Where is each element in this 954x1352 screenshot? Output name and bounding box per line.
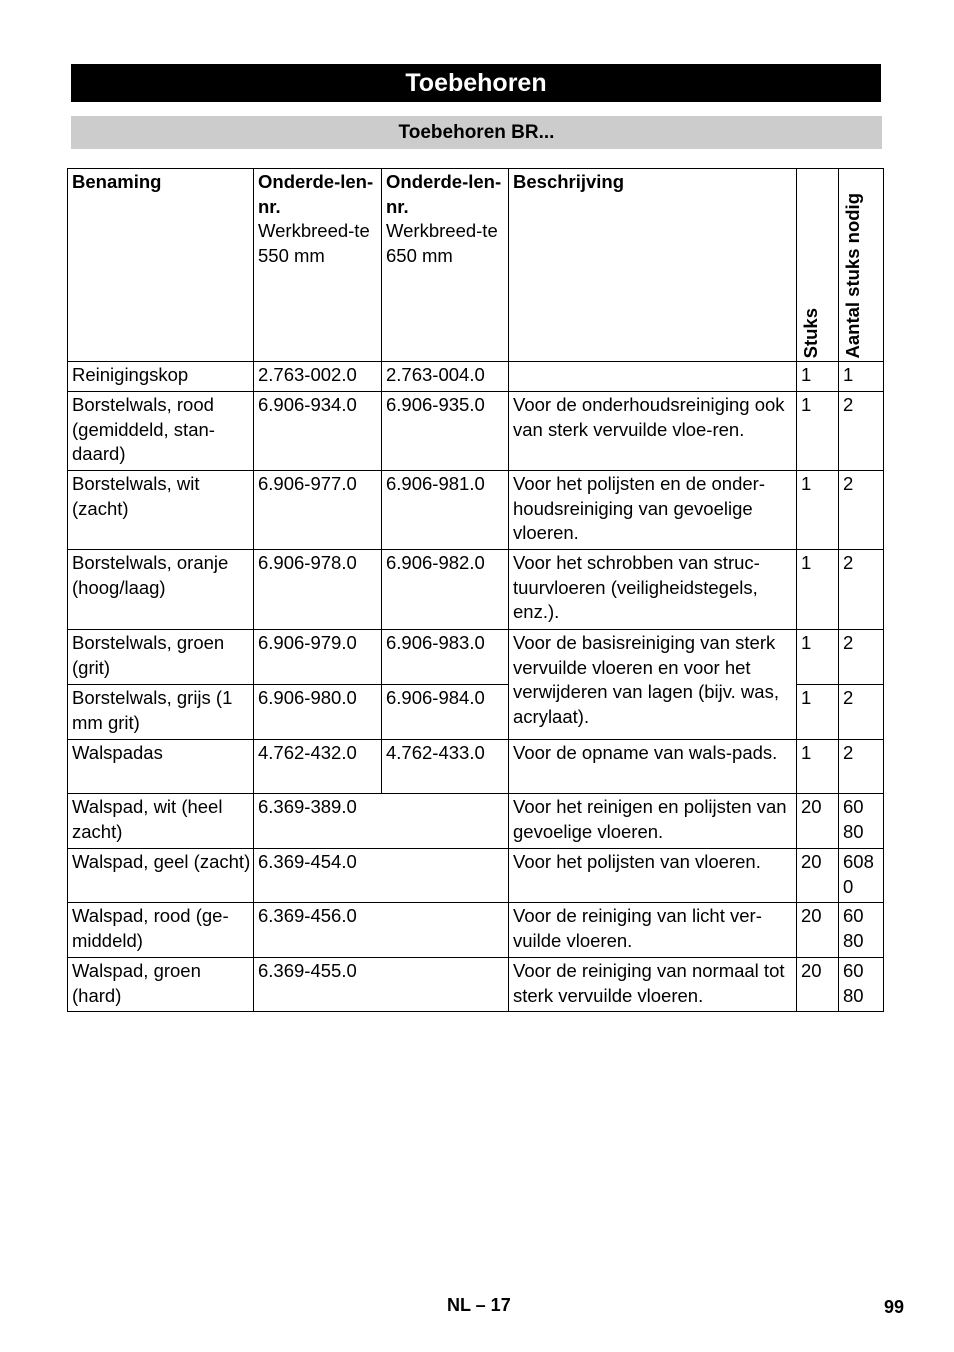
table-row — [68, 958, 884, 1012]
cell-needed: 2 — [839, 630, 884, 685]
cell-part-number: 6.369-389.0 — [254, 794, 509, 849]
cell-pieces: 1 — [797, 740, 839, 794]
cell-part-650: 6.906-981.0 — [382, 471, 509, 550]
cell-part-650: 4.762-433.0 — [382, 740, 509, 794]
cell-name: Borstelwals, wit (zacht) — [68, 471, 254, 550]
cell-pieces: 20 — [797, 958, 839, 1012]
accessories-table — [67, 168, 884, 1012]
cell-pieces: 1 — [797, 685, 839, 740]
section-title: Toebehoren BR... — [71, 116, 882, 149]
table-row — [68, 630, 884, 685]
footer-page-number: 99 — [884, 1297, 905, 1317]
table-row — [68, 550, 884, 630]
cell-needed: 60 80 — [839, 903, 884, 958]
cell-part-550: 4.762-432.0 — [254, 740, 382, 794]
cell-description: Voor de reiniging van licht ver-vuilde vloeren. — [509, 903, 797, 958]
cell-description: Voor het reinigen en polijsten van gevoelige vloeren. — [509, 794, 797, 849]
cell-part-650: 6.906-983.0 — [382, 630, 509, 685]
header-part-550: Onderde-len-nr. Werkbreed-te 550 mm — [254, 169, 382, 362]
cell-name: Borstelwals, rood (gemiddeld, stan-daard) — [68, 392, 254, 471]
cell-part-650: 6.906-982.0 — [382, 550, 509, 630]
cell-name: Walspadas — [68, 740, 254, 794]
header-description: Beschrijving — [509, 169, 797, 362]
cell-part-550: 2.763-002.0 — [254, 362, 382, 392]
cell-part-550: 6.906-934.0 — [254, 392, 382, 471]
cell-needed: 608 0 — [839, 849, 884, 903]
cell-part-650: 6.906-935.0 — [382, 392, 509, 471]
header-part-650: Onderde-len-nr. Werkbreed-te 650 mm — [382, 169, 509, 362]
cell-part-550: 6.906-977.0 — [254, 471, 382, 550]
cell-needed: 2 — [839, 550, 884, 630]
cell-part-550: 6.906-980.0 — [254, 685, 382, 740]
cell-description: Voor de reiniging van normaal tot sterk vervuilde vloeren. — [509, 958, 797, 1012]
cell-part-number: 6.369-456.0 — [254, 903, 509, 958]
cell-description: Voor de basisreiniging van sterk vervuilde vloeren en voor het verwijderen van lagen (bijv. was, acrylaat). — [509, 630, 797, 740]
cell-name: Walspad, groen (hard) — [68, 958, 254, 1012]
table-row — [68, 903, 884, 958]
cell-name: Borstelwals, groen (grit) — [68, 630, 254, 685]
cell-part-number: 6.369-454.0 — [254, 849, 509, 903]
cell-pieces: 1 — [797, 550, 839, 630]
footer-section-page: NL – 17 — [447, 1295, 511, 1315]
cell-description — [509, 362, 797, 392]
cell-pieces: 1 — [797, 630, 839, 685]
cell-name: Walspad, rood (ge-middeld) — [68, 903, 254, 958]
cell-part-650: 2.763-004.0 — [382, 362, 509, 392]
cell-needed: 60 80 — [839, 794, 884, 849]
cell-part-550: 6.906-979.0 — [254, 630, 382, 685]
header-pieces: Stuks — [797, 169, 839, 362]
cell-description: Voor de onderhoudsreiniging ook van sterk vervuilde vloe-ren. — [509, 392, 797, 471]
table-row — [68, 849, 884, 903]
cell-needed: 2 — [839, 685, 884, 740]
cell-pieces: 1 — [797, 392, 839, 471]
cell-part-number: 6.369-455.0 — [254, 958, 509, 1012]
cell-needed: 2 — [839, 392, 884, 471]
cell-name: Walspad, wit (heel zacht) — [68, 794, 254, 849]
cell-name: Borstelwals, oranje (hoog/laag) — [68, 550, 254, 630]
table-row — [68, 392, 884, 471]
cell-pieces: 1 — [797, 362, 839, 392]
cell-description: Voor de opname van wals-pads. — [509, 740, 797, 794]
cell-part-650: 6.906-984.0 — [382, 685, 509, 740]
page-title: Toebehoren — [71, 64, 881, 102]
header-name: Benaming — [68, 169, 254, 362]
cell-needed: 2 — [839, 471, 884, 550]
cell-name: Borstelwals, grijs (1 mm grit) — [68, 685, 254, 740]
cell-description: Voor het polijsten en de onder-houdsreiniging van gevoelige vloeren. — [509, 471, 797, 550]
cell-description: Voor het polijsten van vloeren. — [509, 849, 797, 903]
cell-needed: 60 80 — [839, 958, 884, 1012]
header-needed: Aantal stuks nodig — [839, 169, 884, 362]
cell-pieces: 1 — [797, 471, 839, 550]
cell-part-550: 6.906-978.0 — [254, 550, 382, 630]
cell-name: Walspad, geel (zacht) — [68, 849, 254, 903]
cell-pieces: 20 — [797, 794, 839, 849]
cell-name: Reinigingskop — [68, 362, 254, 392]
table-row — [68, 362, 884, 392]
cell-needed: 1 — [839, 362, 884, 392]
table-row — [68, 794, 884, 849]
table-row — [68, 471, 884, 550]
cell-description: Voor het schrobben van struc-tuurvloeren (veiligheidstegels, enz.). — [509, 550, 797, 630]
cell-needed: 2 — [839, 740, 884, 794]
cell-pieces: 20 — [797, 903, 839, 958]
cell-pieces: 20 — [797, 849, 839, 903]
table-header-row — [68, 169, 884, 362]
table-row — [68, 740, 884, 794]
